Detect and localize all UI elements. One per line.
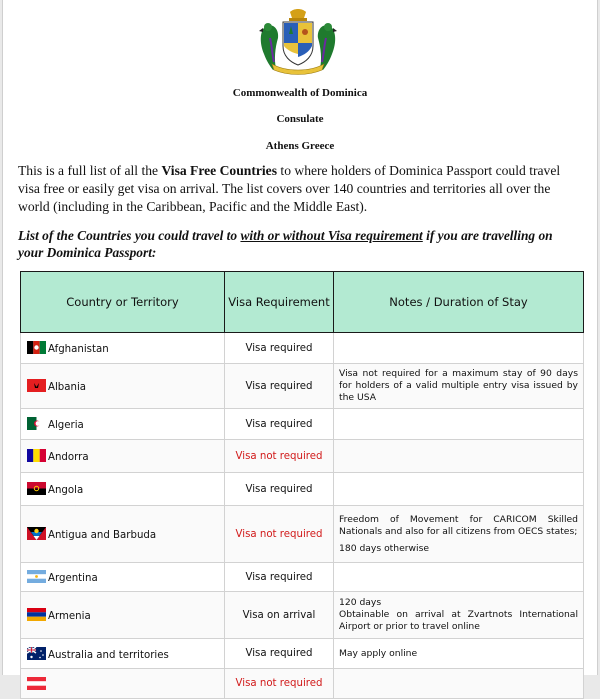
country-name: Australia and territories [48, 649, 169, 661]
table-row [21, 440, 584, 473]
visa-requirement-cell: Visa on arrival [225, 592, 334, 639]
table-lead-text: List of the Countries you could travel to with or without Visa requirement if you are travelling on your Dominica Passport: [18, 228, 553, 260]
table-row [21, 563, 584, 592]
country-cell [21, 440, 225, 473]
table-header-row [21, 272, 584, 333]
notes-cell [334, 440, 584, 473]
country-name: Afghanistan [48, 344, 109, 355]
table-row [21, 592, 584, 639]
country-name: Angola [48, 485, 84, 496]
header-city: Athens Greece [265, 140, 335, 152]
visa-requirement-cell: Visa required [225, 473, 334, 506]
table-row [21, 639, 584, 669]
algeria-flag-icon [27, 417, 46, 430]
notes-cell [334, 669, 584, 699]
intro-paragraph: This is a full list of all the Visa Free Countries to where holders of Dominica Passport could travel visa free or easily get visa on arrival. The list covers over 140 countries and territories all over the world (including in the Caribbean, Pacific and the Middle East). [18, 163, 561, 214]
country-cell [21, 669, 225, 699]
country-cell [21, 364, 225, 409]
country-cell [21, 409, 225, 440]
note-text: 120 days Obtainable on arrival at Zvartnots International Airport or prior to travel online [339, 597, 578, 632]
visa-requirement-cell: Visa required [225, 364, 334, 409]
table-row [21, 473, 584, 506]
note-text: 180 days otherwise [339, 542, 430, 554]
angola-flag-icon [27, 482, 46, 495]
notes-cell [334, 333, 584, 364]
visa-requirement-cell: Visa required [225, 409, 334, 440]
header-country: Commonwealth of Dominica [232, 87, 368, 99]
column-header-visa: Visa Requirement [225, 272, 334, 333]
note-text: May apply online [339, 647, 418, 659]
albania-flag-icon [27, 379, 46, 392]
visa-table [20, 271, 584, 699]
notes-cell [334, 409, 584, 440]
austria-flag-icon [27, 677, 46, 690]
notes-cell [334, 473, 584, 506]
visa-requirement-cell: Visa not required [225, 506, 334, 563]
country-name: Albania [48, 382, 87, 393]
country-cell [21, 592, 225, 639]
notes-cell [334, 592, 584, 639]
afghanistan-flag-icon [27, 341, 46, 354]
note-text: Visa not required for a maximum stay of 90 days for holders of a valid multiple entry visa issued by the USA [339, 368, 578, 403]
antigua-flag-icon [27, 527, 46, 540]
column-header-notes: Notes / Duration of Stay [334, 272, 584, 333]
armenia-flag-icon [27, 608, 46, 621]
notes-cell [334, 364, 584, 409]
country-cell [21, 333, 225, 364]
table-row [21, 669, 584, 699]
visa-free-link-text: Visa Free Countries [161, 163, 278, 178]
table-row [21, 506, 584, 563]
country-name: Algeria [48, 420, 84, 431]
andorra-flag-icon [27, 449, 46, 462]
country-cell [21, 563, 225, 592]
country-name: Andorra [48, 452, 89, 463]
coat-of-arms-icon [256, 8, 340, 74]
note-text: Freedom of Movement for CARICOM Skilled Nationals and also for all citizens from OECS states; [339, 513, 578, 537]
visa-requirement-cell: Visa not required [225, 440, 334, 473]
notes-cell [334, 506, 584, 563]
table-row [21, 364, 584, 409]
column-header-country: Country or Territory [21, 272, 225, 333]
table-row [21, 333, 584, 364]
notes-cell [334, 639, 584, 669]
visa-requirement-cell: Visa required [225, 333, 334, 364]
country-name: Armenia [48, 611, 91, 622]
table-row [21, 409, 584, 440]
country-cell [21, 639, 225, 669]
visa-requirement-cell: Visa required [225, 563, 334, 592]
australia-flag-icon [27, 647, 46, 660]
country-name: Antigua and Barbuda [48, 530, 157, 541]
visa-requirement-cell: Visa not required [225, 669, 334, 699]
notes-cell [334, 563, 584, 592]
argentina-flag-icon [27, 570, 46, 583]
country-cell [21, 506, 225, 563]
header-office: Consulate [276, 113, 324, 125]
country-name: Argentina [48, 573, 98, 584]
visa-requirement-cell: Visa required [225, 639, 334, 669]
document-page [2, 0, 598, 689]
country-cell [21, 473, 225, 506]
